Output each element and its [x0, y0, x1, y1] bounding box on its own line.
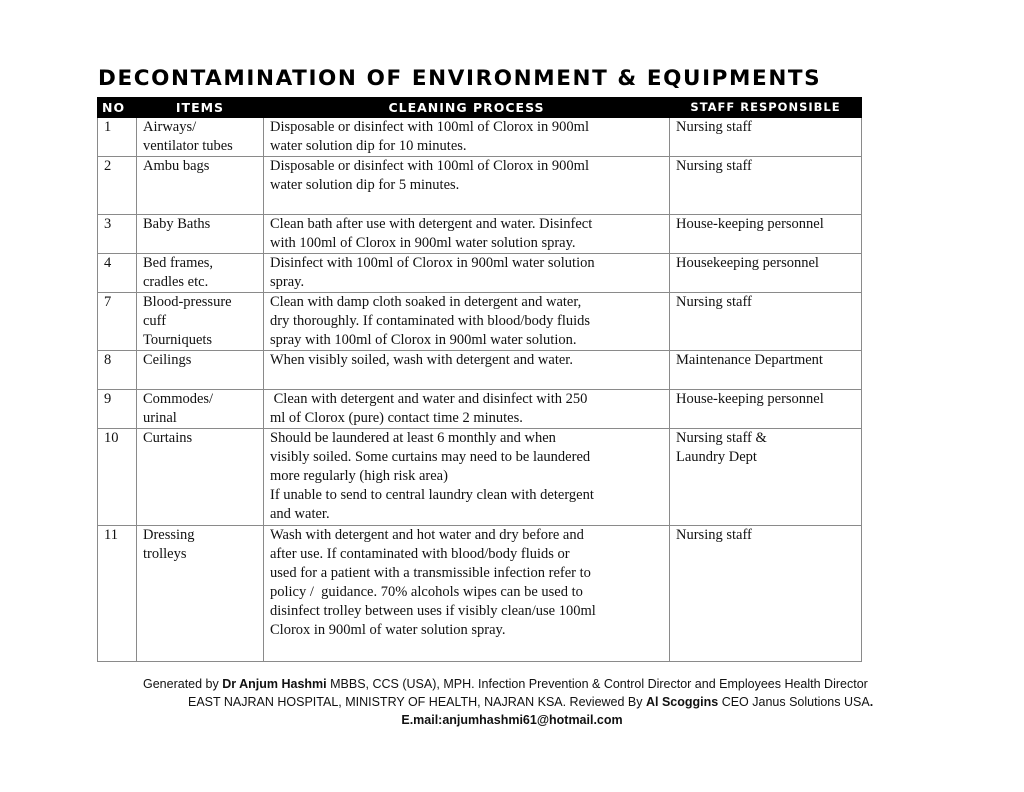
table-row [98, 351, 862, 390]
cell-staff-line: Nursing staff & [676, 430, 767, 446]
cell-cleaning-process-line: water solution dip for 10 minutes. [270, 138, 467, 154]
cell-staff-line: House-keeping personnel [676, 391, 824, 407]
cell-cleaning-process [264, 293, 670, 351]
table-row [98, 157, 862, 215]
cell-staff [670, 215, 862, 254]
cell-no: 4 [98, 254, 137, 293]
cell-cleaning-process-line: and water. [270, 506, 330, 522]
table-row [98, 526, 862, 662]
cell-staff-line: Nursing staff [676, 158, 752, 174]
table-row [98, 390, 862, 429]
cell-staff-line: Housekeeping personnel [676, 255, 819, 271]
header-items: ITEMS [137, 98, 264, 118]
footer-line-2 [188, 693, 873, 711]
footer-line-1 [143, 675, 868, 693]
cell-item [137, 118, 264, 157]
cell-cleaning-process [264, 157, 670, 215]
table-row [98, 293, 862, 351]
cell-staff [670, 118, 862, 157]
cell-cleaning-process-line: Disinfect with 100ml of Clorox in 900ml water solution [270, 255, 595, 271]
cell-item-line: Curtains [143, 430, 193, 446]
table-header-row [98, 98, 862, 118]
header-no: NO [98, 98, 137, 118]
cell-cleaning-process-line: spray. [270, 274, 305, 290]
cell-item-line: Blood-pressure [143, 294, 232, 310]
table-row [98, 118, 862, 157]
cell-item [137, 429, 264, 526]
cell-staff [670, 429, 862, 526]
cell-cleaning-process-line: dry thoroughly. If contaminated with blood/body fluids [270, 313, 591, 329]
footer-generated-by: Generated by [143, 677, 223, 691]
cell-item-line: cuff [143, 313, 167, 329]
cell-staff-line: House-keeping personnel [676, 216, 824, 232]
cell-cleaning-process-line: Wash with detergent and hot water and dry before and [270, 527, 584, 543]
cell-cleaning-process-line: water solution dip for 5 minutes. [270, 177, 460, 193]
cell-item [137, 526, 264, 662]
cell-cleaning-process-line: Clean with detergent and water and disinfect with 250 [270, 391, 588, 407]
cell-cleaning-process-line: Clorox in 900ml of water solution spray. [270, 622, 506, 638]
table-body [98, 118, 862, 662]
footer-reviewer-name: Al Scoggins [645, 695, 719, 709]
cell-item [137, 390, 264, 429]
cell-cleaning-process-line: Should be laundered at least 6 monthly and when [270, 430, 556, 446]
cell-item [137, 293, 264, 351]
cell-item [137, 215, 264, 254]
cell-cleaning-process-line: after use. If contaminated with blood/body fluids or [270, 546, 570, 562]
table-row [98, 429, 862, 526]
cell-staff [670, 390, 862, 429]
cell-cleaning-process [264, 215, 670, 254]
cell-staff [670, 351, 862, 390]
cell-item-line: Ceilings [143, 352, 192, 368]
header-staff-responsible: STAFF RESPONSIBLE [670, 98, 862, 118]
cell-item-line: Tourniquets [143, 332, 213, 348]
footer-reviewer-title: CEO Janus Solutions USA [718, 695, 870, 709]
cell-cleaning-process-line: When visibly soiled, wash with detergent and water. [270, 352, 573, 368]
cell-no: 9 [98, 390, 137, 429]
cell-cleaning-process [264, 526, 670, 662]
cell-item-line: ventilator tubes [143, 138, 233, 154]
cell-cleaning-process-line: Disposable or disinfect with 100ml of Clorox in 900ml [270, 119, 589, 135]
cell-cleaning-process-line: Disposable or disinfect with 100ml of Clorox in 900ml [270, 158, 589, 174]
decontamination-table [97, 97, 862, 662]
cell-cleaning-process-line: Clean bath after use with detergent and water. Disinfect [270, 216, 593, 232]
cell-cleaning-process [264, 390, 670, 429]
cell-no: 1 [98, 118, 137, 157]
cell-item-line: Dressing [143, 527, 195, 543]
cell-staff-line: Maintenance Department [676, 352, 823, 368]
cell-no: 8 [98, 351, 137, 390]
cell-staff [670, 293, 862, 351]
cell-item [137, 254, 264, 293]
cell-staff-line: Nursing staff [676, 294, 752, 310]
cell-item [137, 157, 264, 215]
cell-cleaning-process [264, 351, 670, 390]
cell-cleaning-process-line: ml of Clorox (pure) contact time 2 minutes. [270, 410, 523, 426]
document-title: DECONTAMINATION OF ENVIRONMENT & EQUIPMENTS [98, 66, 822, 91]
cell-cleaning-process-line: with 100ml of Clorox in 900ml water solution spray. [270, 235, 576, 251]
cell-cleaning-process [264, 429, 670, 526]
cell-cleaning-process-line: policy / guidance. 70% alcohols wipes can be used to [270, 584, 583, 600]
cell-cleaning-process [264, 118, 670, 157]
cell-cleaning-process [264, 254, 670, 293]
footer-hospital: EAST NAJRAN HOSPITAL, MINISTRY OF HEALTH, NAJRAN KSA. Reviewed By [188, 695, 646, 709]
cell-item-line: Bed frames, [143, 255, 214, 271]
cell-staff [670, 254, 862, 293]
cell-staff-line: Nursing staff [676, 119, 752, 135]
cell-item-line: urinal [143, 410, 177, 426]
table-row [98, 215, 862, 254]
cell-cleaning-process-line: more regularly (high risk area) [270, 468, 448, 484]
footer-author-name: Dr Anjum Hashmi [222, 677, 327, 691]
cell-no: 2 [98, 157, 137, 215]
cell-cleaning-process-line: visibly soiled. Some curtains may need to be laundered [270, 449, 591, 465]
header-cleaning-process: CLEANING PROCESS [264, 98, 670, 118]
cell-item-line: Commodes/ [143, 391, 214, 407]
cell-cleaning-process-line: used for a patient with a transmissible infection refer to [270, 565, 591, 581]
footer-period: . [869, 695, 874, 709]
cell-no: 7 [98, 293, 137, 351]
cell-cleaning-process-line: spray with 100ml of Clorox in 900ml water solution. [270, 332, 577, 348]
cell-no: 3 [98, 215, 137, 254]
cell-item-line: Ambu bags [143, 158, 210, 174]
cell-item-line: Airways/ [143, 119, 197, 135]
cell-item [137, 351, 264, 390]
cell-staff-line: Laundry Dept [676, 449, 757, 465]
footer-email: E.mail:anjumhashmi61@hotmail.com [401, 713, 623, 727]
cell-cleaning-process-line: disinfect trolley between uses if visibly clean/use 100ml [270, 603, 596, 619]
cell-staff-line: Nursing staff [676, 527, 752, 543]
cell-cleaning-process-line: Clean with damp cloth soaked in detergent and water, [270, 294, 582, 310]
footer-author-credentials: MBBS, CCS (USA), MPH. Infection Prevention & Control Director and Employees Health Director [326, 677, 868, 691]
cell-staff [670, 157, 862, 215]
table-row [98, 254, 862, 293]
cell-no: 10 [98, 429, 137, 526]
cell-cleaning-process-line: If unable to send to central laundry clean with detergent [270, 487, 594, 503]
cell-no: 11 [98, 526, 137, 662]
cell-item-line: trolleys [143, 546, 187, 562]
cell-item-line: cradles etc. [143, 274, 209, 290]
cell-staff [670, 526, 862, 662]
cell-item-line: Baby Baths [143, 216, 211, 232]
